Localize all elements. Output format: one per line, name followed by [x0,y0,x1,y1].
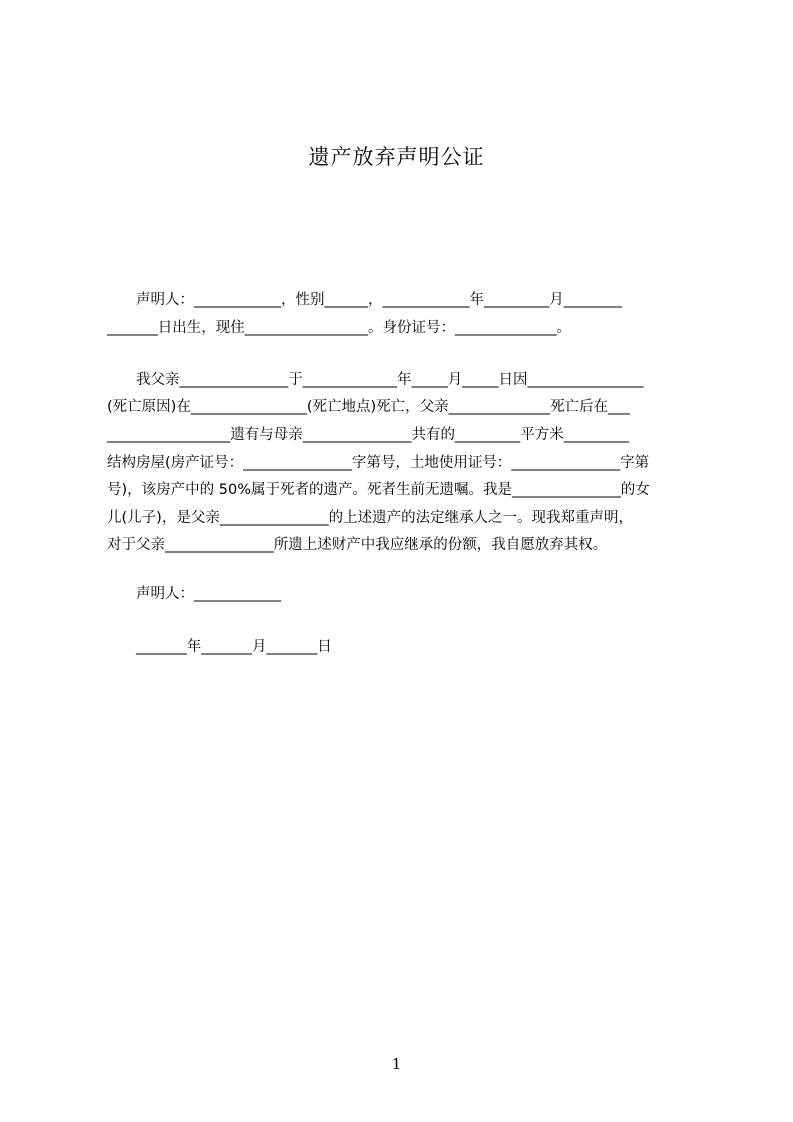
statement-line-7: 对于父亲_______________所遗上述财产中我应继承的份额，我自愿放弃其权。 [107,537,608,553]
statement-line-5: 号)，该房产中的 50%属于死者的遗产。死者生前无遗嘱。我是_______________的女 [107,482,650,498]
date-line: _______年_______月_______日 [107,639,332,655]
declarant-info-line-2: _______日出生，现住_________________。身份证号：______________。 [107,320,571,336]
document-title: 遗产放弃声明公证 [308,145,485,169]
declarant-info-line-1: 声明人：____________，性别______，____________年_________月________ [107,292,622,308]
signature-line: 声明人：____________ [107,586,281,602]
statement-line-1: 我父亲_______________于_____________年_____月_____日因________________ [107,372,644,388]
statement-line-4: 结构房屋(房产证号：_______________字第号，土地使用证号：_______________字第 [107,455,650,471]
statement-line-3: _________________遗有与母亲_______________共有的_________平方米_________ [107,427,629,443]
page-number: 1 [391,1055,402,1073]
statement-line-2: (死亡原因)在________________(死亡地点)死亡，父亲______________死亡后在___ [107,399,630,415]
statement-line-6: 儿(儿子)，是父亲_______________的上述遗产的法定继承人之一。现我郑重声明， [107,510,634,526]
